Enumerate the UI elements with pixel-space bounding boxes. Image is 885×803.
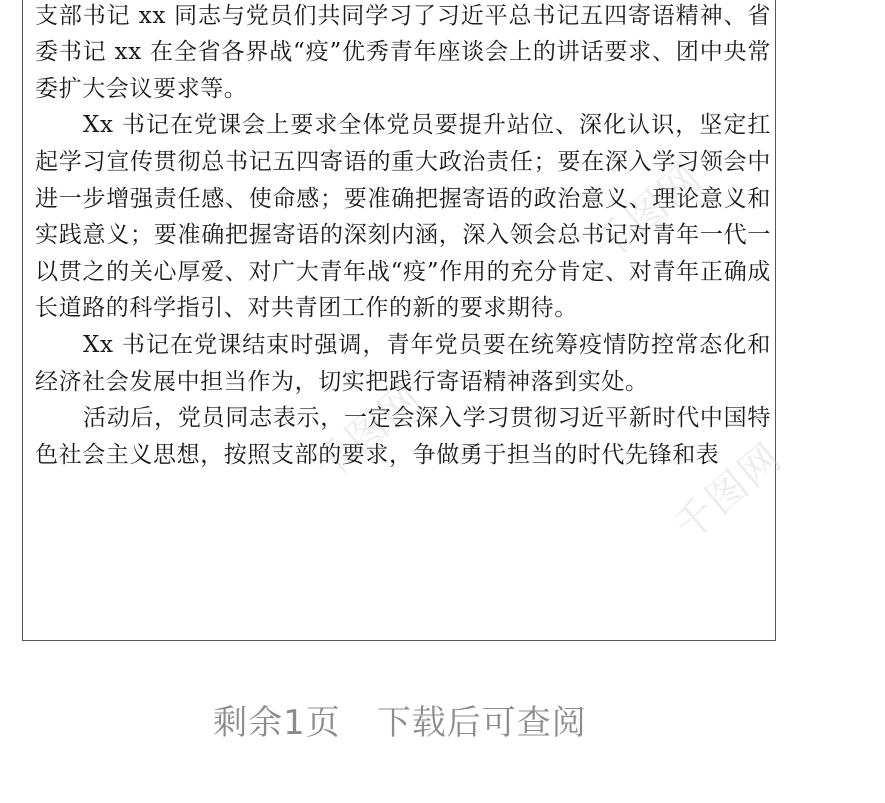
paragraph-1: 支部书记 xx 同志与党员们共同学习了习近平总书记五四寄语精神、省委书记 xx 在全省各界战“疫”优秀青年座谈会上的讲话要求、团中央常委扩大会议要求等。 (35, 2, 771, 102)
document-body (35, 0, 771, 473)
paragraph-4: 活动后，党员同志表示，一定会深入学习贯彻习近平新时代中国特色社会主义思想，按照支部的要求，争做勇于担当的时代先锋和表 (35, 405, 771, 468)
remaining-pages-label: 剩余1页 (213, 703, 341, 743)
paragraph-3: Xx 书记在党课结束时强调，青年党员要在统筹疫情防控常态化和经济社会发展中担当作为，切实把践行寄语精神落到实处。 (35, 331, 771, 395)
download-to-view-label: 下载后可查阅 (376, 703, 587, 743)
watermark: 千图网 (305, 374, 432, 491)
watermark: 千图网 (665, 434, 792, 551)
watermark: 千图网 (585, 154, 712, 271)
download-prompt[interactable] (0, 695, 800, 744)
paragraph-2: Xx 书记在党课会上要求全体党员要提升站位、深化认识，坚定扛起学习宣传贯彻总书记五四寄语的重大政治责任；要在深入学习领会中进一步增强责任感、使命感；要准确把握寄语的政治意义、理论意义和实践意义；要准确把握寄语的深刻内涵，深入领会总书记对青年一代一以贯之的关心厚爱、对广大青年战“疫”作用的充分肯定、对青年正确成长道路的科学指引、对共青团工作的新的要求期待。 (35, 112, 771, 322)
document-page (22, 0, 792, 641)
